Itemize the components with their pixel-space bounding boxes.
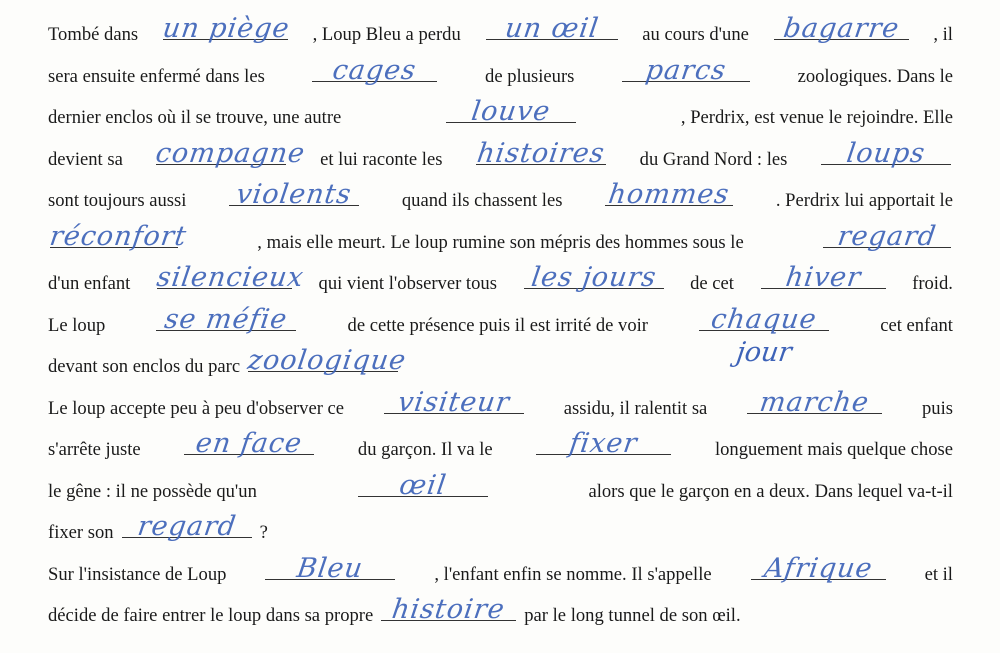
answer-blank[interactable] xyxy=(265,552,395,584)
printed-text: devant son enclos du parc xyxy=(48,356,241,377)
handwritten-answer: regard xyxy=(135,511,238,542)
handwritten-answer: Afrique xyxy=(761,552,875,584)
handwritten-answer: en face xyxy=(194,428,305,459)
text-line xyxy=(48,471,953,513)
handwritten-answer: se méfie xyxy=(162,303,290,335)
handwritten-answer: réconfort xyxy=(47,220,189,252)
text-line xyxy=(48,263,953,305)
answer-blank[interactable] xyxy=(774,13,909,44)
answer-blank[interactable] xyxy=(358,469,488,501)
text-line xyxy=(48,512,953,554)
answer-blank[interactable] xyxy=(475,137,607,169)
printed-text: et il xyxy=(924,563,953,585)
handwritten-answer: hommes xyxy=(606,179,732,210)
answer-blank[interactable] xyxy=(245,345,409,376)
text-line xyxy=(48,388,953,430)
handwritten-answer: un œil xyxy=(502,13,601,44)
printed-text: Le loup xyxy=(48,314,106,336)
printed-text: sera ensuite enfermé dans les xyxy=(48,65,265,87)
handwritten-answer: histoires xyxy=(475,137,607,169)
printed-text: longuement mais quelque chose xyxy=(714,439,953,460)
printed-text: ? xyxy=(259,522,268,543)
answer-blank[interactable] xyxy=(154,262,306,293)
answer-blank[interactable] xyxy=(524,262,664,293)
handwritten-answer: violents xyxy=(234,179,354,210)
text-line xyxy=(48,180,953,222)
printed-text: par le long tunnel de son œil. xyxy=(524,605,741,626)
handwritten-answer-second-line: jour xyxy=(734,336,794,368)
printed-text: du Grand Nord : les xyxy=(639,148,788,170)
answer-blank[interactable] xyxy=(605,179,733,210)
answer-blank[interactable] xyxy=(821,137,951,169)
answer-blank[interactable] xyxy=(122,511,252,542)
answer-blank[interactable] xyxy=(184,428,314,459)
answer-blank[interactable] xyxy=(154,137,308,169)
answer-blank[interactable] xyxy=(229,179,359,210)
printed-text: quand ils chassent les xyxy=(401,190,563,211)
printed-text: le gêne : il ne possède qu'un xyxy=(48,480,257,502)
printed-text: , Perdrix, est venue le rejoindre. Elle xyxy=(680,107,953,128)
handwritten-answer: zoologique xyxy=(245,345,409,376)
answer-blank[interactable] xyxy=(751,552,886,584)
handwritten-answer: un piège xyxy=(160,13,292,44)
printed-text: de plusieurs xyxy=(485,65,575,87)
printed-text: froid. xyxy=(912,273,953,294)
printed-text: Sur l'insistance de Loup xyxy=(48,563,227,585)
printed-text: alors que le garçon en a deux. Dans lequel va-t-il xyxy=(588,480,953,502)
handwritten-answer: Bleu xyxy=(295,552,366,584)
answer-blank[interactable] xyxy=(160,13,292,44)
answer-blank[interactable] xyxy=(384,386,524,418)
printed-text: , Loup Bleu a perdu xyxy=(312,24,461,45)
printed-text: , mais elle meurt. Le loup rumine son mépris des hommes sous le xyxy=(257,231,744,253)
handwritten-answer: fixer xyxy=(567,428,640,459)
answer-blank[interactable] xyxy=(156,303,296,335)
answer-blank[interactable] xyxy=(536,428,671,459)
handwritten-answer: silencieux xyxy=(154,262,306,293)
printed-text: qui vient l'observer tous xyxy=(318,273,497,294)
text-line xyxy=(48,429,953,471)
printed-text: dernier enclos où il se trouve, une autre xyxy=(48,107,342,128)
printed-text: , l'enfant enfin se nomme. Il s'appelle xyxy=(434,563,712,585)
printed-text: au cours d'une xyxy=(642,24,749,45)
printed-text: assidu, il ralentit sa xyxy=(563,397,708,419)
handwritten-answer: loups xyxy=(844,137,928,169)
text-line xyxy=(48,139,953,181)
handwritten-answer: regard xyxy=(835,220,939,252)
handwritten-answer: les jours xyxy=(528,262,659,293)
printed-text: sont toujours aussi xyxy=(48,190,187,211)
handwritten-answer: marche xyxy=(757,386,872,418)
handwritten-answer: histoire xyxy=(390,594,508,625)
handwritten-answer: chaque xyxy=(709,303,819,335)
printed-text: et lui raconte les xyxy=(320,148,443,170)
text-line xyxy=(48,97,953,139)
answer-blank[interactable] xyxy=(486,13,618,44)
printed-text: Le loup accepte peu à peu d'observer ce xyxy=(48,397,345,419)
handwritten-answer: œil xyxy=(397,469,449,501)
printed-text: zoologiques. Dans le xyxy=(797,65,953,87)
handwritten-answer: visiteur xyxy=(395,386,512,418)
printed-text: du garçon. Il va le xyxy=(357,439,493,460)
text-line xyxy=(48,14,953,56)
printed-text: cet enfant xyxy=(880,314,953,336)
printed-text: s'arrête juste xyxy=(48,439,141,460)
text-line xyxy=(48,222,953,264)
answer-blank[interactable] xyxy=(381,594,516,625)
handwritten-answer: compagne xyxy=(154,137,308,169)
printed-text: . Perdrix lui apportait le xyxy=(775,190,953,211)
text-line xyxy=(48,595,953,637)
handwritten-answer: parcs xyxy=(643,54,729,86)
text-line xyxy=(48,554,953,596)
printed-text: devient sa xyxy=(48,148,123,170)
answer-blank[interactable] xyxy=(312,54,437,86)
answer-blank[interactable] xyxy=(446,96,576,127)
fill-in-text xyxy=(48,14,953,637)
answer-blank[interactable] xyxy=(622,54,750,86)
printed-text: de cette présence puis il est irrité de voir xyxy=(347,314,648,336)
handwritten-answer: louve xyxy=(469,96,553,127)
answer-blank[interactable] xyxy=(47,220,189,252)
printed-text: de cet xyxy=(690,273,734,294)
answer-blank[interactable] xyxy=(823,220,951,252)
printed-text: puis xyxy=(922,397,953,419)
printed-text: Tombé dans xyxy=(48,24,139,45)
handwritten-answer: bagarre xyxy=(781,13,902,44)
printed-text: fixer son xyxy=(48,522,114,543)
answer-blank[interactable] xyxy=(761,262,886,293)
handwritten-answer: cages xyxy=(331,54,419,86)
text-line xyxy=(48,56,953,98)
printed-text: décide de faire entrer le loup dans sa propre xyxy=(48,605,374,626)
printed-text: d'un enfant xyxy=(48,273,131,294)
handwritten-answer: hiver xyxy=(783,262,863,293)
answer-blank[interactable] xyxy=(699,303,829,368)
answer-blank[interactable] xyxy=(747,386,882,418)
printed-text: , il xyxy=(933,24,953,45)
